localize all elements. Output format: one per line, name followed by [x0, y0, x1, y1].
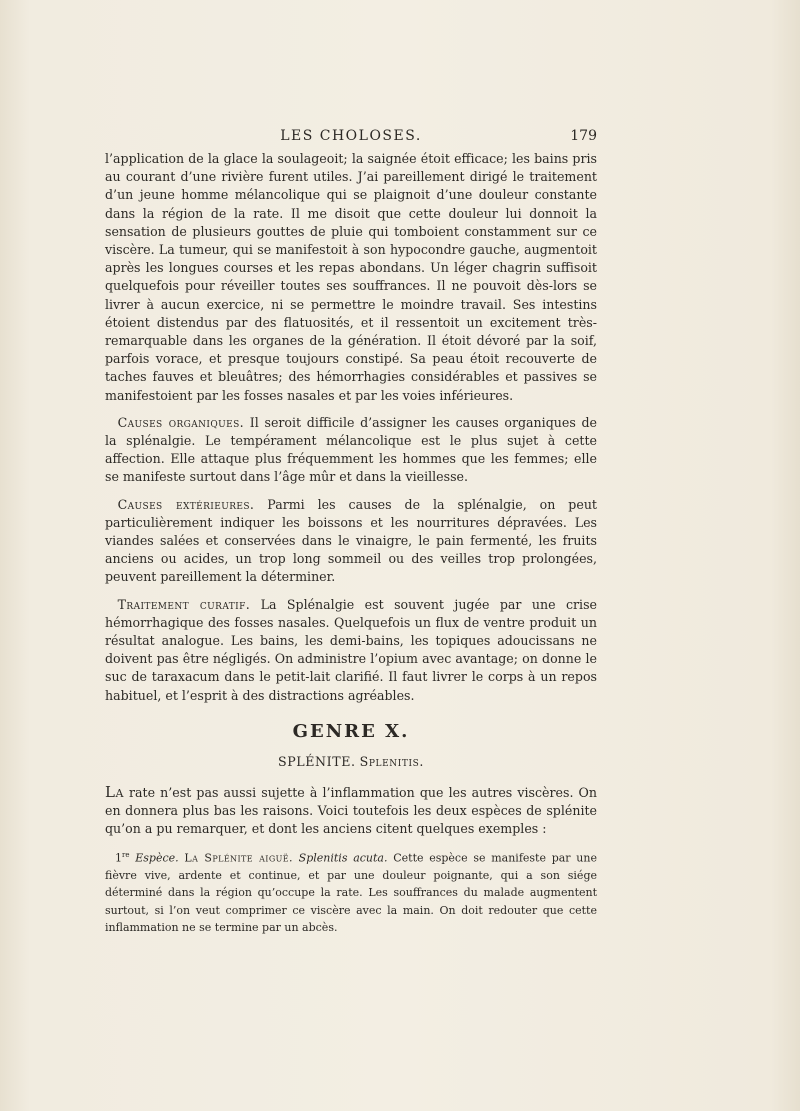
running-head — [105, 128, 597, 150]
species-latin: Splenitis acuta. — [298, 851, 388, 865]
paragraph-species-note — [105, 847, 597, 937]
text-column — [105, 128, 597, 937]
species-number-suffix: re — [122, 850, 130, 859]
paragraph-intro — [105, 783, 597, 839]
dropcap-initial: La — [105, 782, 124, 801]
section-label-treatment: Traitement curatif. — [117, 596, 251, 612]
paragraph-case-history: l’application de la glace la soulageoit; la saignée étoit efficace; les bains pris au courant d’une rivière furent utiles. J’ai pareillement dirigé le traitement d’un jeune homme mélancolique qui se plaignoit d’une douleur constante dans la région de la rate. Il me disoit que cette douleur lui donnoit la sensation de plusieurs gouttes de pluie qui tomboient constamment sur ce viscère. La tumeur, qui se manifestoit à son hypocondre gauche, augmentoit après les longues courses et les repas abondans. Un léger chagrin suffisoit quelquefois pour réveiller toutes ses souffrances. Il ne pouvoit dès-lors se livrer à aucun exercice, ni se permettre le moindre travail. Ses intestins étoient distendus par des flatuosités, et il ressentoit un excitement très-remarquable dans les organes de la génération. Il étoit dévoré par la soif, parfois vorace, et presque toujours constipé. Sa peau étoit recouverte de taches fauves et bleuâtres; des hémorrhagies considérables et passives se manifestoient par les fosses nasales et par les voies inférieures. — [105, 151, 597, 403]
external-causes-text: Parmi les causes de la splénalgie, on peut particulièrement indiquer les boissons et les nourritures dépravées. Les viandes salées et conservées dans le vinaigre, le pain fermenté, les fruits anciens ou acides, un trop long sommeil ou des veilles trop prolongées, peuvent pareillement la déterminer. — [105, 496, 597, 585]
species-name: La Splénite aiguë. — [184, 851, 293, 865]
genre-heading: GENRE X. — [292, 720, 410, 742]
running-title: LES CHOLOSES. — [280, 128, 422, 144]
species-text: Cette espèce se manifeste par une fièvre vive, ardente et continue, et par une douleur poignante, qui a son siége déterminé dans la région qu’occupe la rate. Les souffrances du malade augmentent surtout, si l’on veut comprimer ce viscère avec la main. On doit redouter que cette inflammation ne se termine par un abcès. — [105, 851, 597, 935]
section-label-organic-causes: Causes organiques. — [117, 414, 245, 430]
organic-causes-text: Il seroit difficile d’assigner les causes organiques de la splénalgie. Le tempérament mélancolique est le plus sujet à cette affection. Elle attaque plus fréquemment les hommes que les femmes; elle se manifeste surtout dans l’âge mûr et dans la vieillesse. — [105, 414, 597, 485]
species-number: 1 — [115, 851, 122, 865]
paragraph-organic-causes — [105, 414, 597, 487]
species-label: Espèce. — [135, 851, 179, 865]
page-number: 179 — [570, 128, 597, 144]
treatment-text: La Splénalgie est souvent jugée par une crise hémorrhagique des fosses nasales. Quelquefois un flux de ventre produit un résultat analogue. Les bains, les demi-bains, les topiques adoucissans ne doivent pas être négligés. On administre l’opium avec avantage; on donne le suc de taraxacum dans le petit-lait clarifié. Il faut livrer le corps à un repos habituel, et l’esprit à des distractions agréables. — [105, 596, 597, 703]
subtitle-latin: Splenitis. — [359, 753, 425, 769]
intro-text: rate n’est pas aussi sujette à l’inflammation que les autres viscères. On en donnera plus bas les raisons. Voici toutefois les deux espèces de splénite qu’on a pu remarquer, et dont les anciens citent quelques exemples : — [105, 784, 597, 837]
section-label-external-causes: Causes extérieures. — [117, 496, 255, 512]
subtitle-french: SPLÉNITE. — [277, 753, 356, 769]
paragraph-treatment — [105, 596, 597, 705]
paragraph-external-causes — [105, 496, 597, 587]
genre-subtitle — [105, 753, 597, 771]
